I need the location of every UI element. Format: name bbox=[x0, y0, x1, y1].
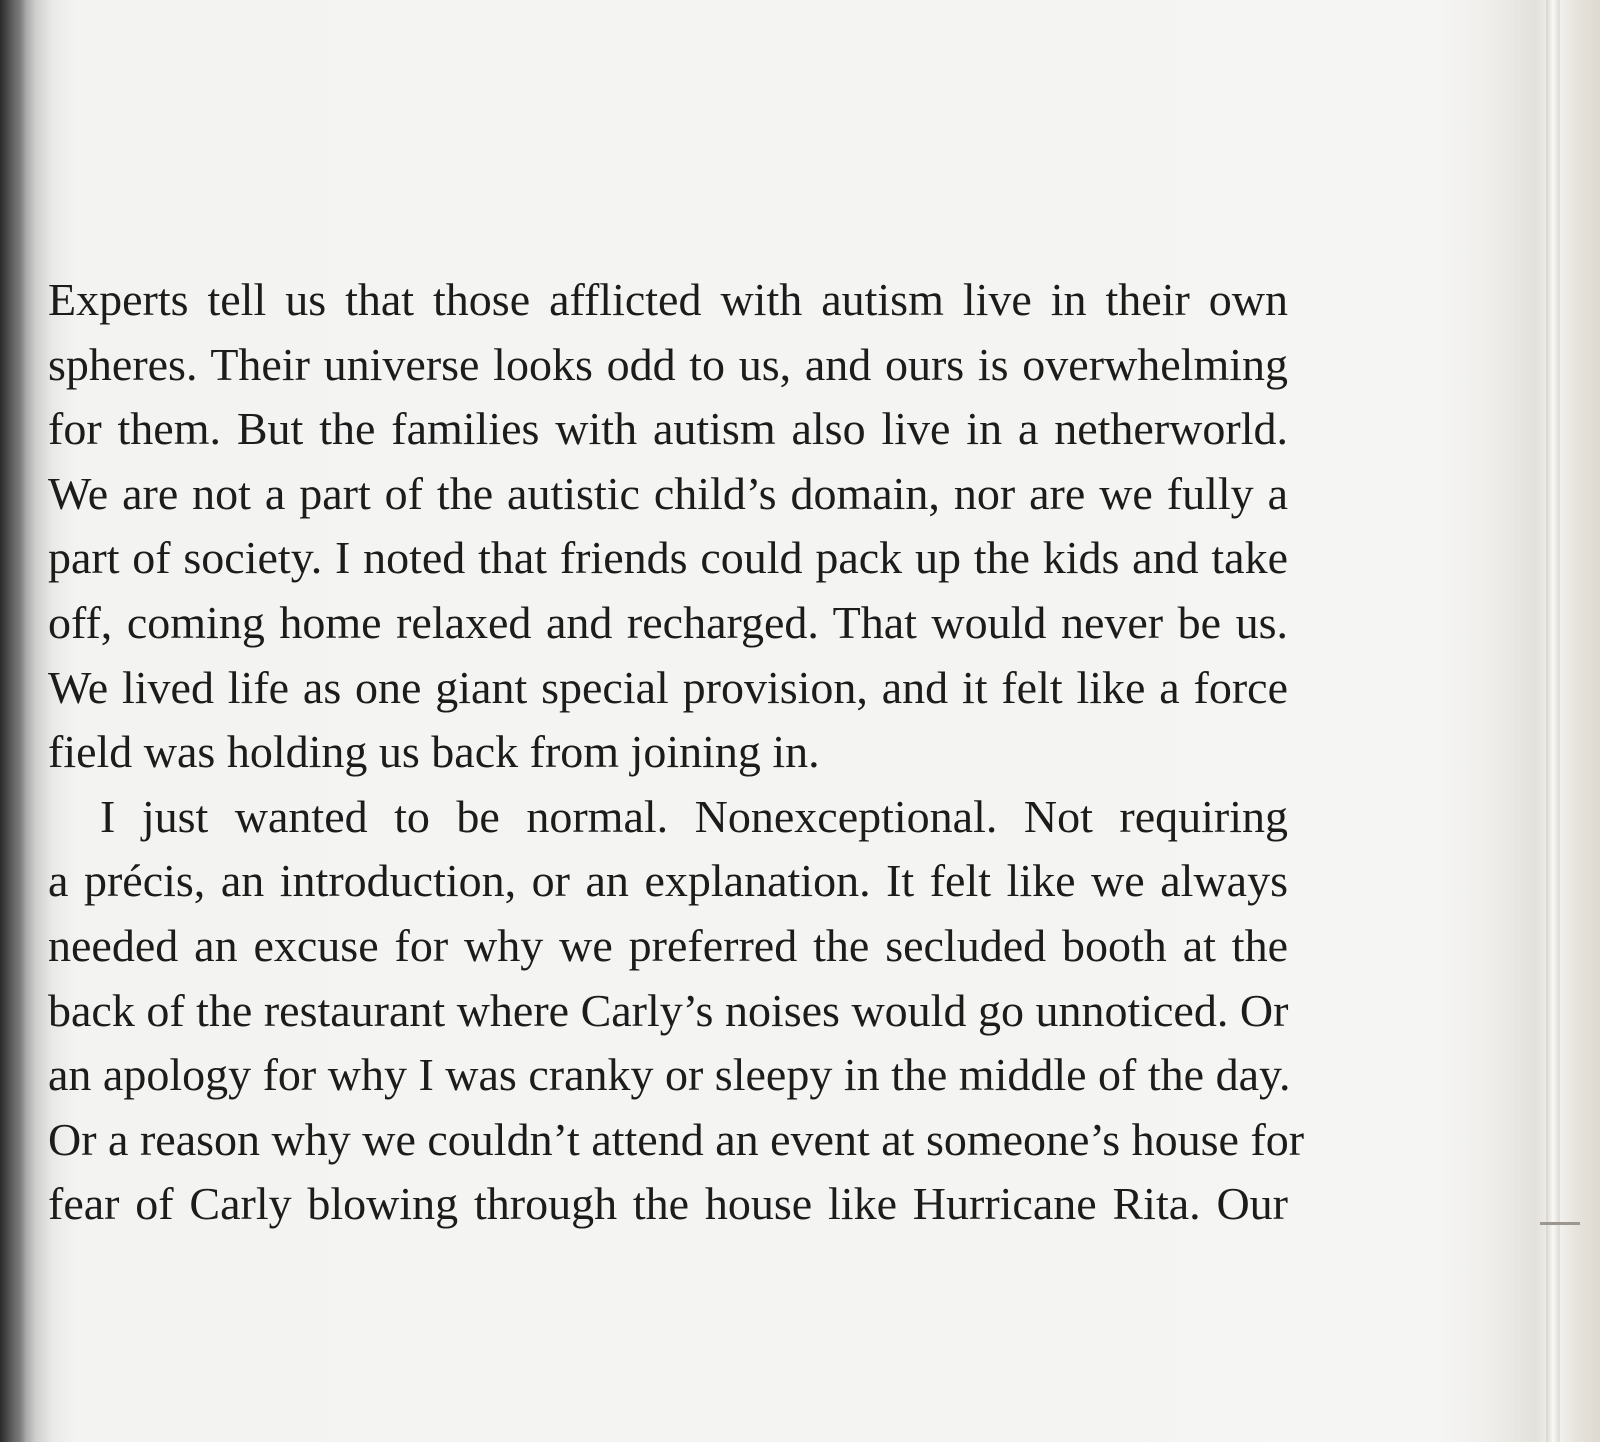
text-line: fear of Carly blowing through the house like Hurricane Rita. Our bbox=[48, 1178, 1288, 1230]
page-edge-mark bbox=[1540, 1222, 1580, 1225]
text-line: an apology for why I was cranky or sleepy in the middle of the day. bbox=[48, 1049, 1291, 1101]
binding-shadow bbox=[0, 0, 26, 1442]
text-line: a précis, an introduction, or an explanation. It felt like we always bbox=[48, 855, 1288, 907]
paragraph-1 bbox=[48, 268, 1288, 785]
text-line: We are not a part of the autistic child’s domain, nor are we fully a bbox=[48, 467, 1288, 519]
page-edge bbox=[1546, 0, 1560, 1442]
text-line: field was holding us back from joining in. bbox=[48, 726, 820, 778]
text-line: off, coming home relaxed and recharged. That would never be us. bbox=[48, 596, 1288, 648]
text-line: for them. But the families with autism also live in a netherworld. bbox=[48, 403, 1288, 455]
text-line: We lived life as one giant special provision, and it felt like a force bbox=[48, 661, 1288, 713]
text-line: Or a reason why we couldn’t attend an event at someone’s house for bbox=[48, 1113, 1305, 1165]
text-line: part of society. I noted that friends could pack up the kids and take bbox=[48, 532, 1288, 584]
text-line: needed an excuse for why we preferred the secluded booth at the bbox=[48, 919, 1288, 971]
text-line: Experts tell us that those afflicted with autism live in their own bbox=[48, 274, 1288, 325]
text-line: spheres. Their universe looks odd to us, and ours is overwhelming bbox=[48, 338, 1288, 390]
paragraph-2 bbox=[48, 785, 1305, 1237]
body-text bbox=[48, 268, 1305, 1237]
text-line: I just wanted to be normal. Nonexceptional. Not requiring bbox=[100, 790, 1288, 842]
text-line: back of the restaurant where Carly’s noises would go unnoticed. Or bbox=[48, 984, 1289, 1036]
